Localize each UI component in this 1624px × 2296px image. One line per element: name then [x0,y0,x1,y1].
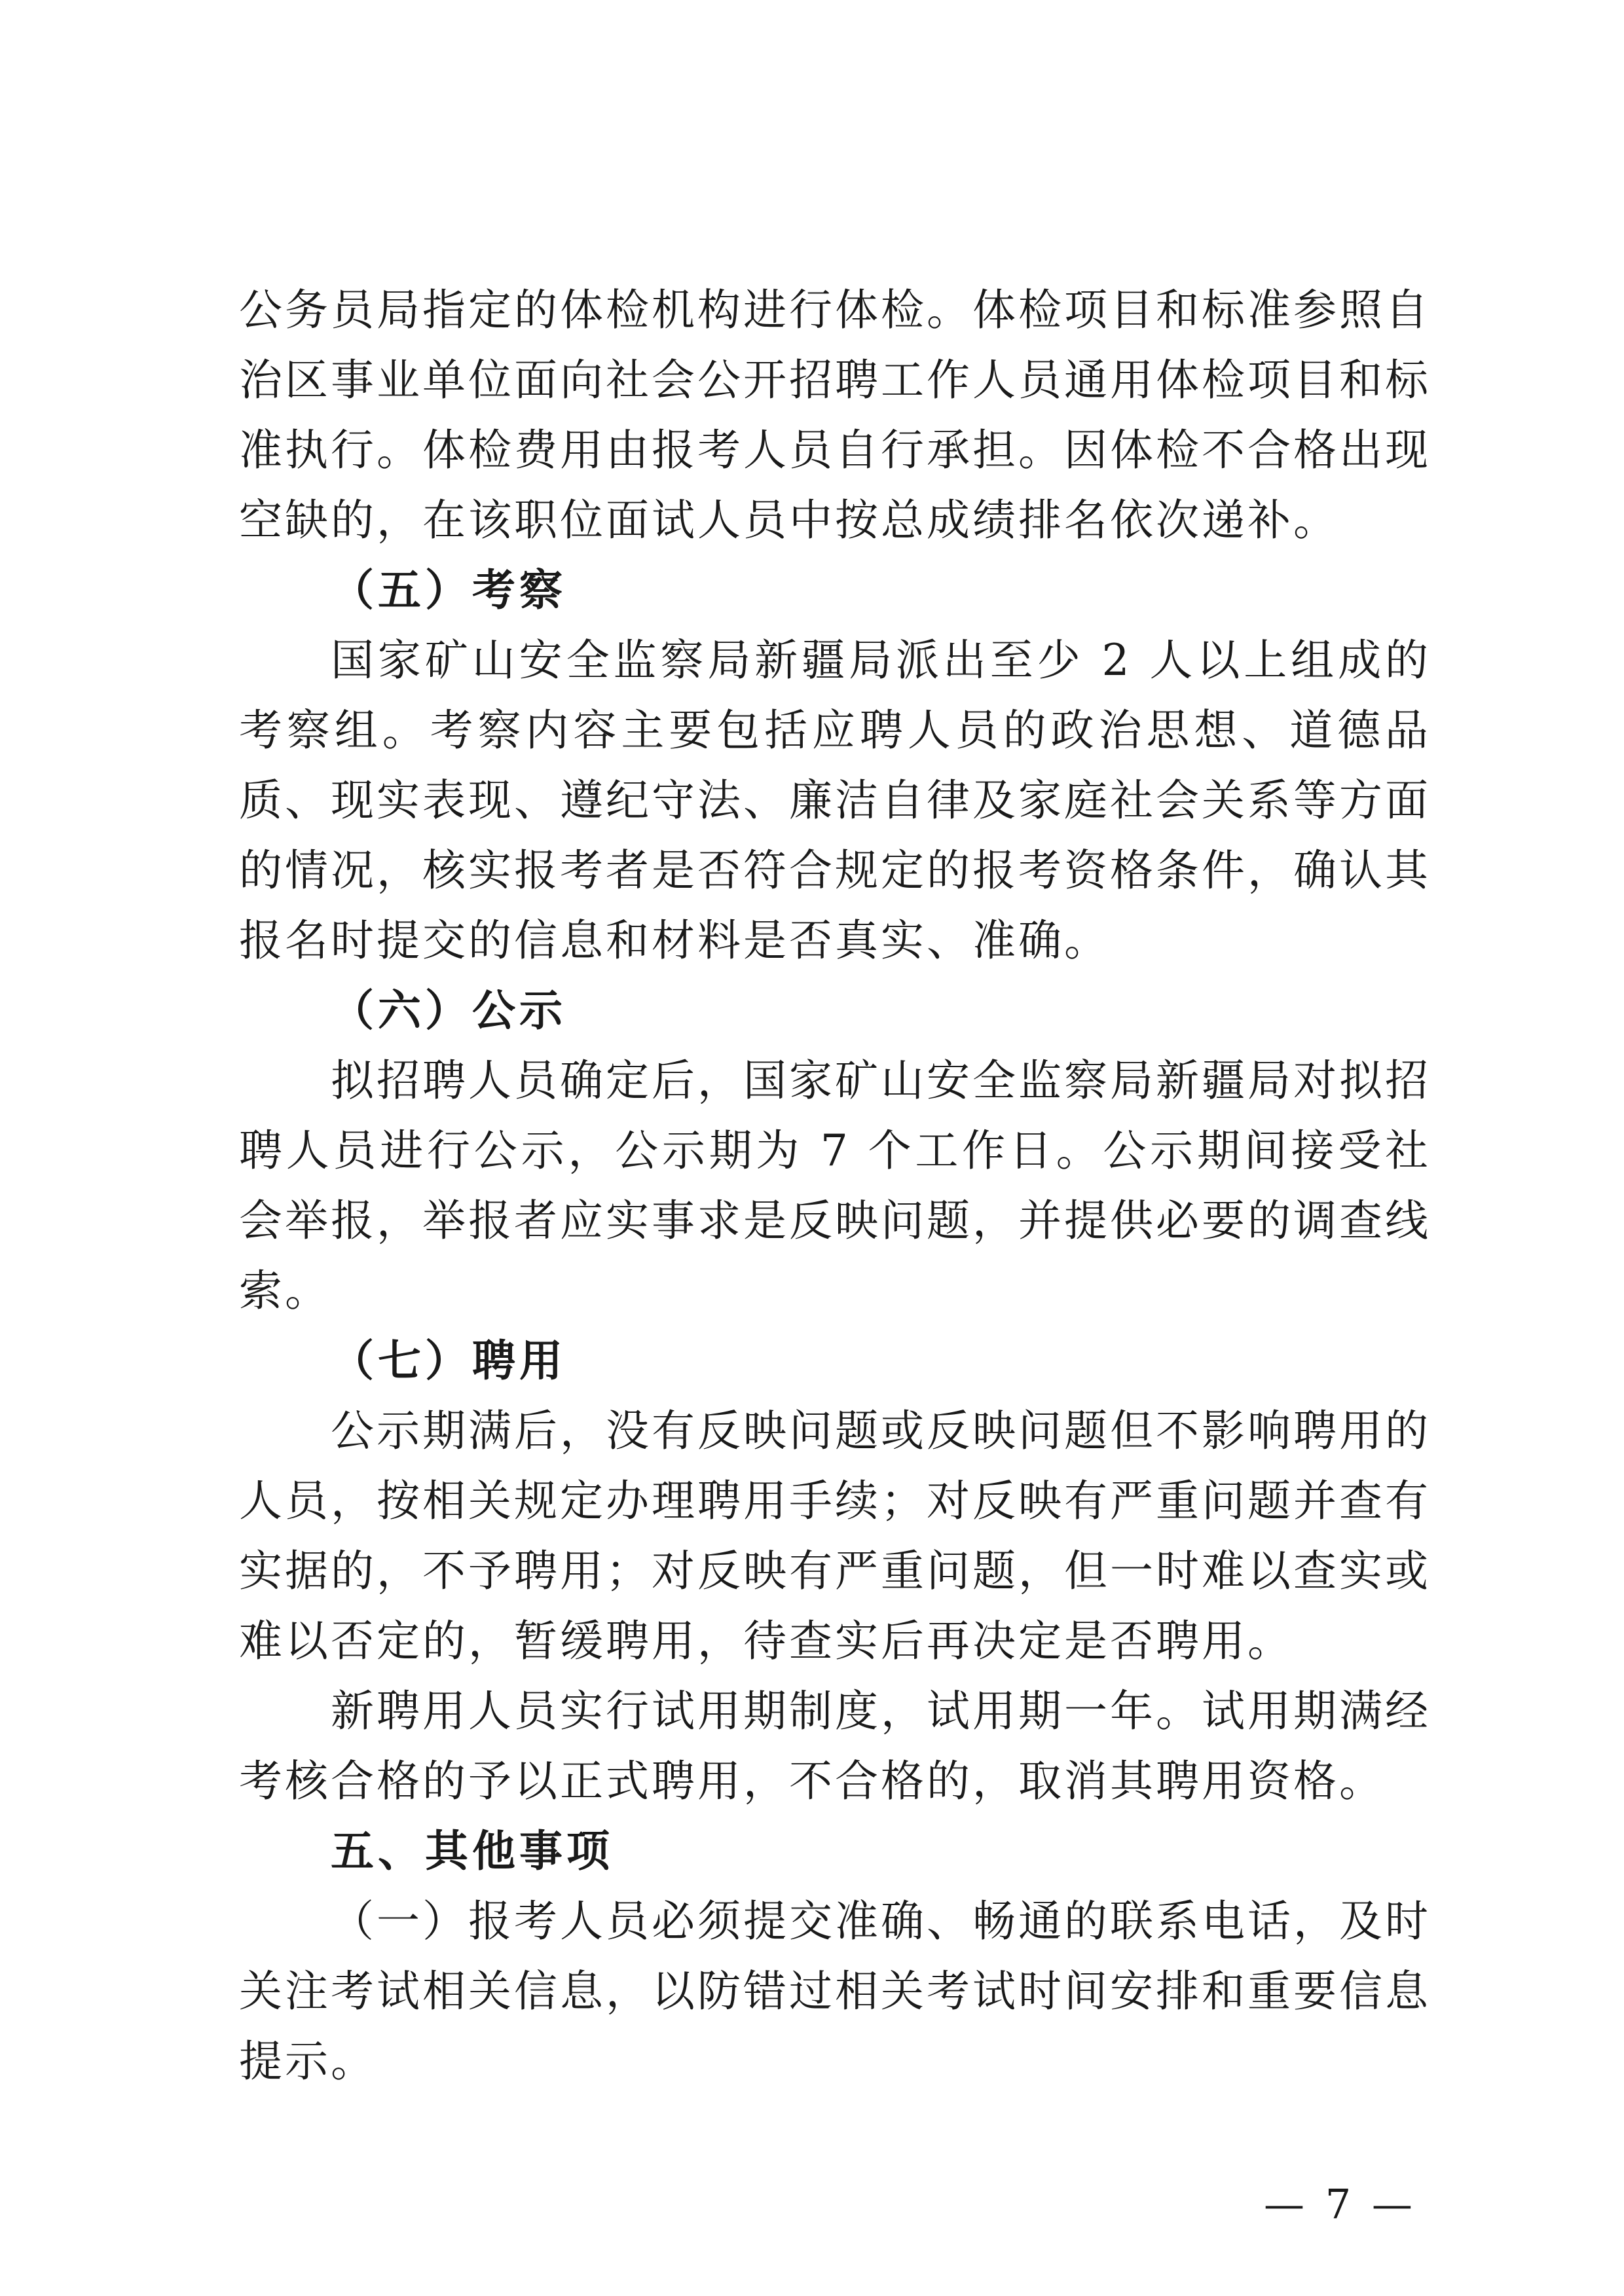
heading-publicity: （六）公示 [331,985,566,1036]
document-body [239,275,1431,2096]
heading-inspection: （五）考察 [331,564,566,615]
paragraph-employment: 公示期满后，没有反映问题或反映问题但不影响聘用的人员，按相关规定办理聘用手续；对反映有严重问题并查有实据的，不予聘用；对反映有严重问题，但一时难以查实或难以否定的，暂缓聘用，待查实后再决定是否聘用。 [239,1406,1431,1666]
heading-employment: （七）聘用 [331,1335,566,1386]
paragraph-probation: 新聘用人员实行试用期制度，试用期一年。试用期满经考核合格的予以正式聘用，不合格的，取消其聘用资格。 [239,1686,1431,1806]
paragraph-contact-info: （一）报考人员必须提交准确、畅通的联系电话，及时关注考试相关信息，以防错过相关考试时间安排和重要信息提示。 [239,1896,1431,2086]
heading-other-matters: 五、其他事项 [331,1825,614,1876]
paragraph-physical-exam: 公务员局指定的体检机构进行体检。体检项目和标准参照自治区事业单位面向社会公开招聘工作人员通用体检项目和标准执行。体检费用由报考人员自行承担。因体检不合格出现空缺的，在该职位面试人员中按总成绩排名依次递补。 [239,285,1431,545]
paragraph-inspection: 国家矿山安全监察局新疆局派出至少 2 人以上组成的考察组。考察内容主要包括应聘人员的政治思想、道德品质、现实表现、遵纪守法、廉洁自律及家庭社会关系等方面的情况，核实报考者是否符合规定的报考资格条件，确认其报名时提交的信息和材料是否真实、准确。 [239,635,1431,966]
paragraph-publicity: 拟招聘人员确定后，国家矿山安全监察局新疆局对拟招聘人员进行公示，公示期为 7 个工作日。公示期间接受社会举报，举报者应实事求是反映问题，并提供必要的调查线索。 [239,1055,1431,1316]
page-number: — 7 — [1264,2180,1416,2228]
